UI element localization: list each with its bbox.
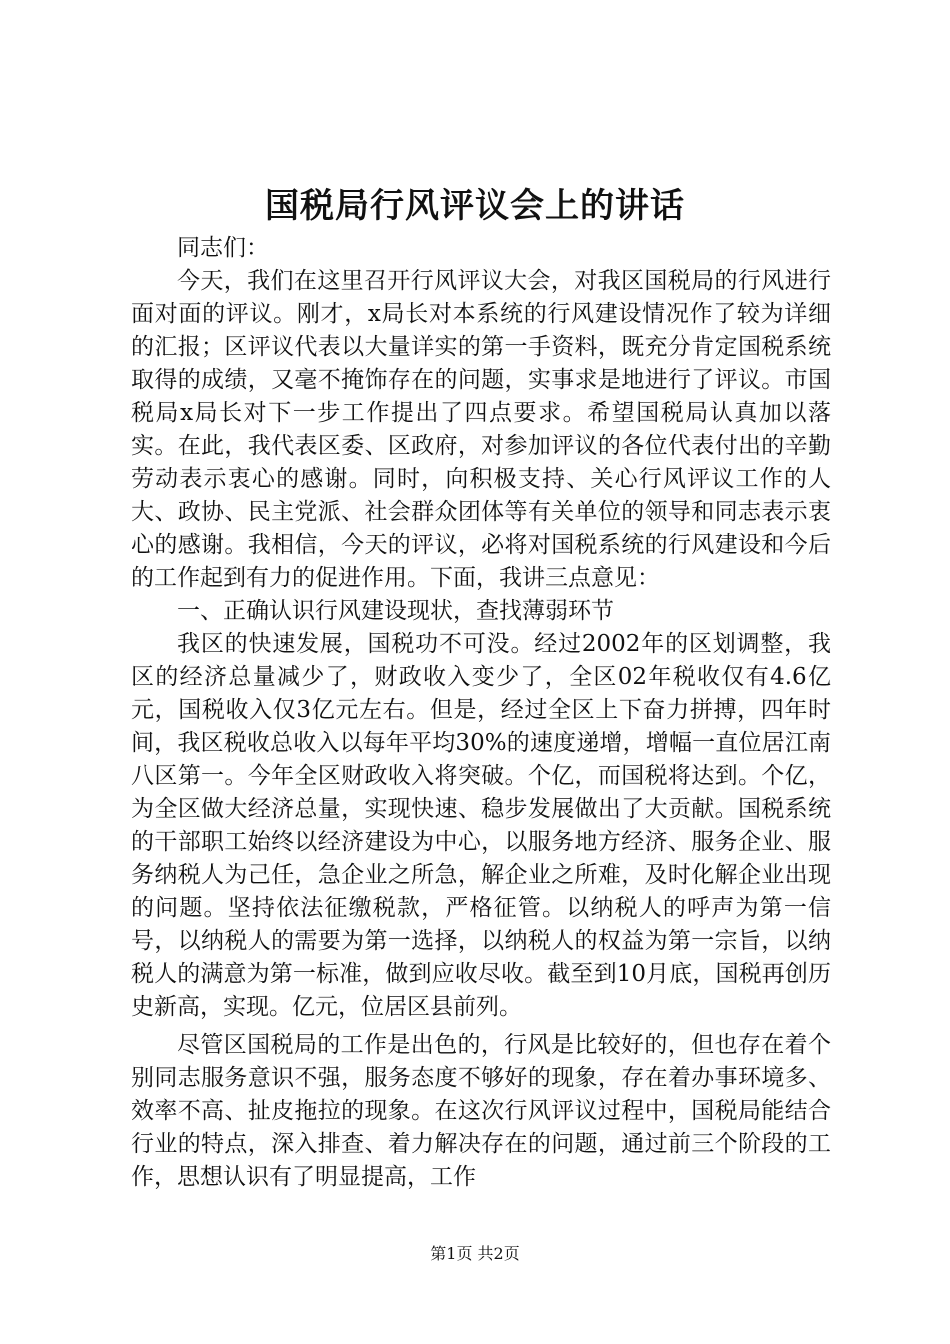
paragraph-problems: 尽管区国税局的工作是出色的，行风是比较好的，但也存在着个别同志服务意识不强，服务态度不够好的现象，存在着办事环境多、效率不高、扯皮拖拉的现象。在这次行风评议过程中，国税局能结合行业的特点，深入排查、着力解决存在的问题，通过前三个阶段的工作，思想认识有了明显提高，工作 <box>131 1032 831 1190</box>
paragraph-achievements: 我区的快速发展，国税功不可没。经过2002年的区划调整，我区的经济总量减少了，财政收入变少了，全区02年税收仅有4.6亿元，国税收入仅3亿元左右。但是，经过全区上下奋力拼搏，四年时间，我区税收总收入以每年平均30%的速度递增，增幅一直位居江南八区第一。今年全区财政收入将突破。个亿，而国税将达到。个亿，为全区做大经济总量，实现快速、稳步发展做出了大贡献。国税系统的干部职工始终以经济建设为中心，以服务地方经济、服务企业、服务纳税人为己任，急企业之所急，解企业之所难，及时化解企业出现的问题。坚持依法征缴税款，严格征管。以纳税人的呼声为第一信号，以纳税人的需要为第一选择，以纳税人的权益为第一宗旨，以纳税人的满意为第一标准，做到应收尽收。截至到10月底，国税再创历史新高，实现。亿元，位居区县前列。 <box>131 631 831 1020</box>
document-title: 国税局行风评议会上的讲话 <box>265 186 685 226</box>
greeting: 同志们： <box>177 235 269 261</box>
page-footer: 第1页 共2页 <box>430 1244 520 1263</box>
document-body <box>131 232 831 1194</box>
paragraph-intro: 今天，我们在这里召开行风评议大会，对我区国税局的行风进行面对面的评议。刚才，x局长对本系统的行风建设情况作了较为详细的汇报；区评议代表以大量详实的第一手资料，既充分肯定国税系统取得的成绩，又毫不掩饰存在的问题，实事求是地进行了评议。市国税局x局长对下一步工作提出了四点要求。希望国税局认真加以落实。在此，我代表区委、区政府，对参加评议的各位代表付出的辛勤劳动表示衷心的感谢。同时，向积极支持、关心行风评议工作的人大、政协、民主党派、社会群众团体等有关单位的领导和同志表示衷心的感谢。我相信，今天的评议，必将对国税系统的行风建设和今后的工作起到有力的促进作用。下面，我讲三点意见： <box>131 268 831 591</box>
section-heading-1: 一、正确认识行风建设现状，查找薄弱环节 <box>177 598 614 624</box>
